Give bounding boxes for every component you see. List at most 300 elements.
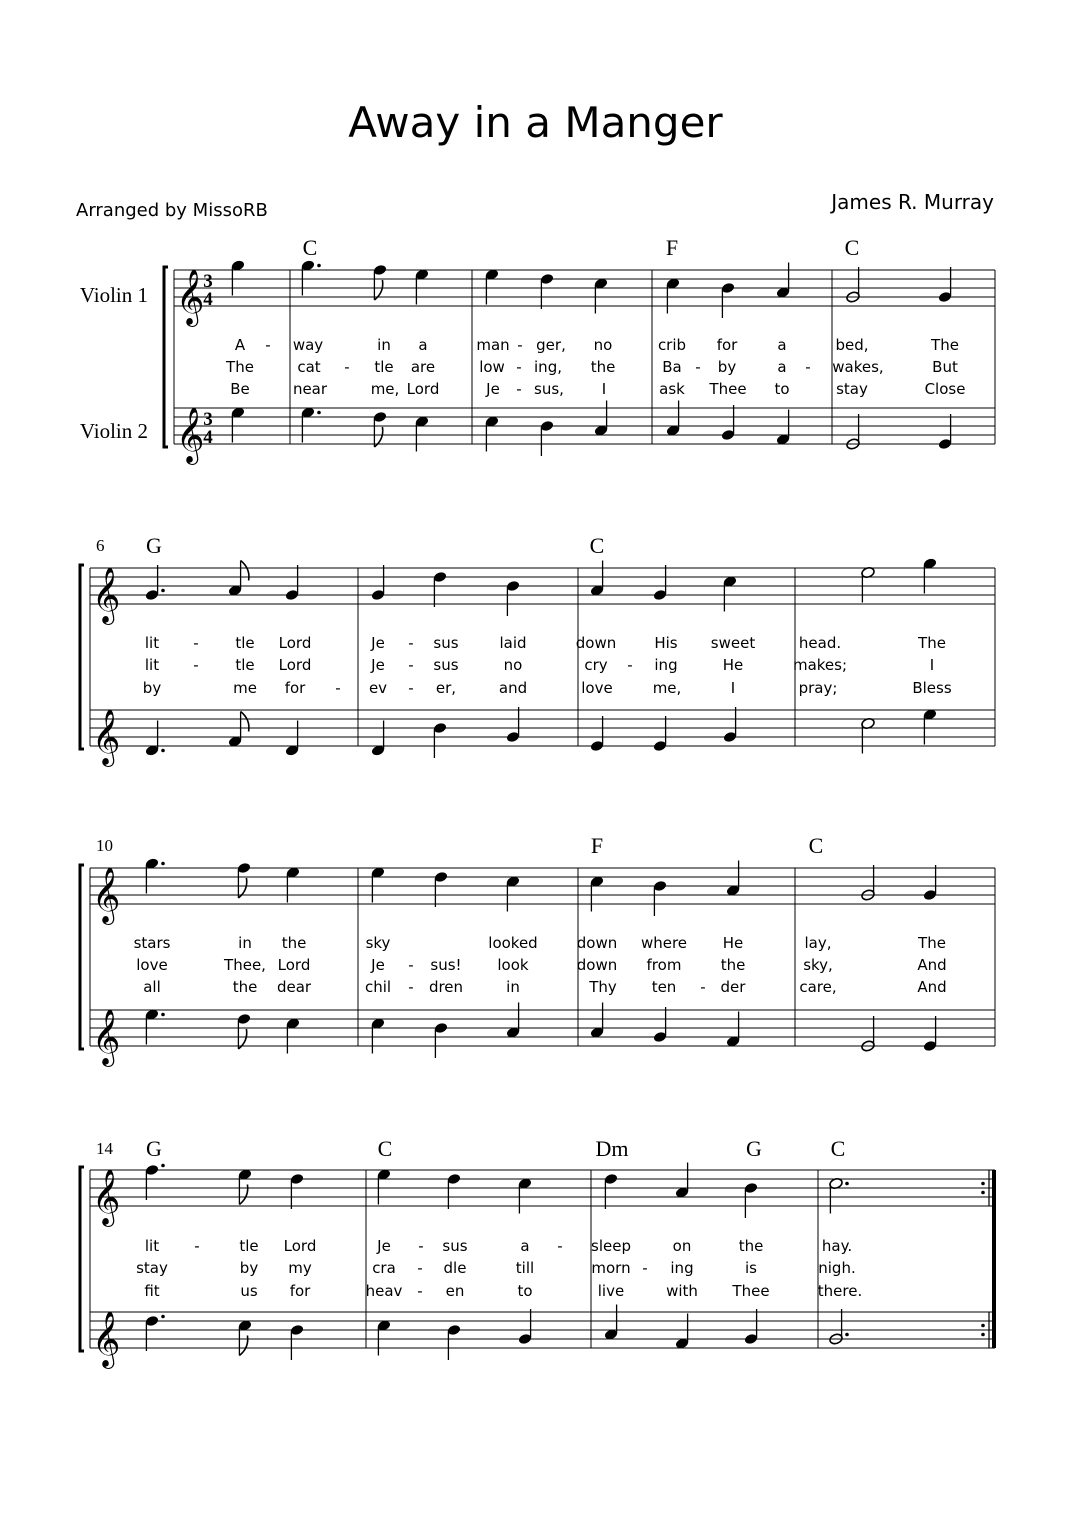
lyric-syllable: dle xyxy=(443,1259,467,1277)
lyric-syllable: love xyxy=(136,956,168,974)
lyric-syllable: - xyxy=(642,1259,648,1277)
measure-number: 10 xyxy=(96,836,113,855)
note xyxy=(675,1314,690,1350)
note xyxy=(371,866,386,902)
lyric-syllable: - xyxy=(627,656,633,674)
lyric-syllable: sus xyxy=(433,634,459,652)
note xyxy=(238,1319,253,1355)
note xyxy=(861,566,876,602)
note xyxy=(666,401,681,437)
lyric-syllable: is xyxy=(745,1259,757,1277)
lyric-syllable: all xyxy=(143,978,161,996)
repeat-dot xyxy=(981,1182,985,1186)
note xyxy=(145,857,165,893)
lyric-syllable: sus xyxy=(433,656,459,674)
staff-violin1 xyxy=(174,270,995,306)
note xyxy=(301,259,321,295)
lyric-syllable: for xyxy=(716,336,738,354)
measure-number: 6 xyxy=(96,536,105,555)
lyric-syllable: The xyxy=(918,934,946,952)
lyric-syllable: hay. xyxy=(821,1237,853,1255)
treble-clef-icon: 𝄞 xyxy=(92,569,121,622)
note xyxy=(485,415,500,451)
lyric-syllable: - xyxy=(408,978,414,996)
treble-clef-icon: 𝄞 xyxy=(92,1171,121,1224)
lyric-syllable: Lord xyxy=(283,1237,317,1255)
lyric-syllable: - xyxy=(417,1282,423,1300)
lyric-syllable: a xyxy=(777,336,787,354)
lyric-syllable: Je xyxy=(486,380,500,398)
note xyxy=(145,1315,165,1351)
note xyxy=(447,1324,462,1360)
note xyxy=(145,721,165,757)
lyric-syllable: me xyxy=(233,679,257,697)
lyric-syllable: for xyxy=(284,679,306,697)
note xyxy=(301,406,321,442)
lyric-syllable: are xyxy=(410,358,436,376)
system-bracket xyxy=(164,267,168,447)
lyric-syllable: - xyxy=(408,956,414,974)
lyric-syllable: no xyxy=(503,656,523,674)
treble-clef-icon: 𝄞 xyxy=(92,711,121,764)
lyric-syllable: - xyxy=(194,1237,200,1255)
repeat-barline-thick xyxy=(992,1170,996,1206)
lyric-syllable: tle xyxy=(235,656,255,674)
note xyxy=(653,1007,668,1043)
page-title: Away in a Manger xyxy=(348,98,723,147)
chord-symbol: G xyxy=(146,1136,162,1161)
repeat-barline-thick xyxy=(992,1206,996,1312)
dot xyxy=(161,1315,165,1319)
note xyxy=(829,1309,849,1345)
lyric-syllable: der xyxy=(720,978,746,996)
lyric-syllable: down xyxy=(576,934,618,952)
note xyxy=(540,273,555,309)
lyric-syllable: us xyxy=(240,1282,258,1300)
note xyxy=(721,282,736,318)
lyric-syllable: Lord xyxy=(278,634,312,652)
lyric-syllable: - xyxy=(517,336,523,354)
note xyxy=(726,1012,741,1048)
lyric-syllable: Je xyxy=(371,634,385,652)
lyric-syllable: there. xyxy=(817,1282,863,1300)
lyric-syllable: tle xyxy=(235,634,255,652)
dot xyxy=(317,264,321,268)
lyric-syllable: sky, xyxy=(803,956,833,974)
note xyxy=(861,865,876,901)
lyric-syllable: to xyxy=(774,380,790,398)
note xyxy=(290,1324,305,1360)
composer-credit: James R. Murray xyxy=(831,190,994,214)
lyric-syllable: tle xyxy=(239,1237,259,1255)
note xyxy=(846,414,861,450)
lyric-syllable: A xyxy=(234,336,246,354)
lyric-syllable: the xyxy=(232,978,258,996)
lyric-syllable: ing, xyxy=(534,358,562,376)
lyric-syllable: Lord xyxy=(277,956,311,974)
lyric-syllable: Je xyxy=(377,1237,391,1255)
lyric-syllable: Close xyxy=(924,380,966,398)
note xyxy=(590,561,605,597)
note xyxy=(485,268,500,304)
note xyxy=(434,1022,449,1058)
chord-symbol: F xyxy=(590,833,604,858)
lyric-syllable: His xyxy=(654,634,678,652)
note xyxy=(377,1319,392,1355)
lyric-syllable: care, xyxy=(799,978,837,996)
note xyxy=(434,871,449,907)
lyric-syllable: my xyxy=(288,1259,312,1277)
note xyxy=(744,1182,759,1218)
lyric-syllable: ger, xyxy=(536,336,566,354)
lyric-syllable: lit xyxy=(144,1237,160,1255)
lyric-syllable: and xyxy=(498,679,528,697)
note xyxy=(415,268,430,304)
lyric-syllable: the xyxy=(720,956,746,974)
note xyxy=(518,1309,533,1345)
staff-violin2 xyxy=(90,1010,995,1046)
lyric-syllable: look xyxy=(497,956,529,974)
chord-symbol: G xyxy=(746,1136,762,1161)
note xyxy=(145,1008,165,1044)
note xyxy=(447,1173,462,1209)
repeat-dot xyxy=(981,1333,985,1337)
note xyxy=(590,875,605,911)
lyric-syllable: - xyxy=(700,978,706,996)
dot xyxy=(317,411,321,415)
lyric-syllable: nigh. xyxy=(818,1259,856,1277)
lyric-syllable: the xyxy=(738,1237,764,1255)
note xyxy=(371,565,386,601)
note xyxy=(238,1168,253,1204)
lyric-syllable: sus xyxy=(442,1237,468,1255)
lyric-syllable: me, xyxy=(652,679,682,697)
lyric-syllable: morn xyxy=(591,1259,631,1277)
lyric-syllable: fit xyxy=(144,1282,160,1300)
lyric-syllable: pray; xyxy=(798,679,838,697)
treble-clef-icon: 𝄞 xyxy=(92,869,121,922)
note xyxy=(723,707,738,743)
note xyxy=(377,1168,392,1204)
note xyxy=(506,707,521,743)
dot xyxy=(161,862,165,866)
treble-clef-icon: 𝄞 xyxy=(176,271,205,324)
staff-violin1 xyxy=(90,568,995,604)
lyric-syllable: where xyxy=(640,934,688,952)
lyric-syllable: to xyxy=(517,1282,533,1300)
chord-symbol: Dm xyxy=(595,1136,629,1161)
lyric-syllable: till xyxy=(515,1259,535,1277)
lyric-syllable: - xyxy=(516,358,522,376)
lyric-syllable: sus! xyxy=(430,956,462,974)
note xyxy=(506,875,521,911)
note xyxy=(228,561,249,597)
lyric-syllable: ask xyxy=(659,380,685,398)
note xyxy=(938,267,953,303)
chord-symbol: C xyxy=(808,833,824,858)
note xyxy=(590,716,605,752)
lyric-syllable: heav xyxy=(365,1282,403,1300)
lyric-syllable: He xyxy=(722,934,744,952)
note xyxy=(861,717,876,753)
lyric-syllable: dren xyxy=(428,978,464,996)
note xyxy=(604,1173,619,1209)
chord-symbol: C xyxy=(844,235,860,260)
lyric-syllable: - xyxy=(408,634,414,652)
note xyxy=(744,1309,759,1345)
lyric-syllable: Thee xyxy=(732,1282,770,1300)
repeat-dot xyxy=(981,1324,985,1328)
note xyxy=(285,565,300,601)
lyric-syllable: sky xyxy=(365,934,391,952)
lyric-syllable: in xyxy=(238,934,252,952)
lyric-syllable: the xyxy=(590,358,616,376)
lyric-syllable: wakes, xyxy=(832,358,884,376)
lyric-syllable: laid xyxy=(499,634,527,652)
lyric-syllable: Lord xyxy=(278,656,312,674)
lyric-syllable: - xyxy=(193,656,199,674)
lyric-syllable: on xyxy=(672,1237,692,1255)
lyric-syllable: head. xyxy=(798,634,842,652)
system-bracket xyxy=(80,565,84,749)
lyric-syllable: The xyxy=(226,358,254,376)
lyric-syllable: looked xyxy=(488,934,538,952)
lyric-syllable: by xyxy=(239,1259,259,1277)
lyric-syllable: live xyxy=(597,1282,625,1300)
treble-clef-icon: 𝄞 xyxy=(92,1011,121,1064)
note xyxy=(923,865,938,901)
note xyxy=(433,722,448,758)
lyric-syllable: sus, xyxy=(534,380,564,398)
lyric-syllable: en xyxy=(445,1282,465,1300)
lyric-syllable: - xyxy=(516,380,522,398)
dot xyxy=(161,1164,165,1168)
note xyxy=(506,1003,521,1039)
note xyxy=(923,557,938,593)
lyric-syllable: me, xyxy=(370,380,400,398)
note xyxy=(861,1016,876,1052)
arranger-credit: Arranged by MissoRB xyxy=(76,200,268,221)
note xyxy=(415,415,430,451)
note xyxy=(231,259,246,295)
lyric-syllable: - xyxy=(335,679,341,697)
note xyxy=(653,565,668,601)
lyric-syllable: cra xyxy=(372,1259,396,1277)
lyric-syllable: - xyxy=(418,1237,424,1255)
lyric-syllable: bed, xyxy=(835,336,869,354)
dot xyxy=(161,749,165,753)
note xyxy=(776,263,791,299)
note xyxy=(594,277,609,313)
lyric-syllable: - xyxy=(344,358,350,376)
note xyxy=(371,1017,386,1053)
lyric-syllable: no xyxy=(593,336,613,354)
lyric-syllable: a xyxy=(777,358,787,376)
lyric-syllable: lay, xyxy=(804,934,832,952)
lyric-syllable: way xyxy=(292,336,324,354)
lyric-syllable: - xyxy=(265,336,271,354)
dot xyxy=(845,1333,849,1337)
lyric-syllable: makes; xyxy=(792,656,848,674)
lyric-syllable: - xyxy=(417,1259,423,1277)
repeat-barline-thick xyxy=(992,1312,996,1348)
lyric-syllable: ten xyxy=(651,978,677,996)
instrument-label-violin2: Violin 2 xyxy=(79,419,148,443)
note xyxy=(237,862,252,898)
lyric-syllable: He xyxy=(722,656,744,674)
lyric-syllable: down xyxy=(576,956,618,974)
lyric-syllable: stars xyxy=(133,934,171,952)
note xyxy=(433,571,448,607)
lyric-syllable: near xyxy=(292,380,328,398)
lyric-syllable: a xyxy=(520,1237,530,1255)
note xyxy=(518,1177,533,1213)
lyric-syllable: low xyxy=(479,358,505,376)
time-signature-denominator: 4 xyxy=(203,427,213,448)
lyric-syllable: in xyxy=(377,336,391,354)
repeat-dot xyxy=(981,1191,985,1195)
staff-violin1 xyxy=(90,868,995,904)
lyric-syllable: - xyxy=(557,1237,563,1255)
note xyxy=(653,716,668,752)
lyric-syllable: I xyxy=(929,656,935,674)
lyric-syllable: Thy xyxy=(589,978,617,996)
chord-symbol: F xyxy=(665,235,679,260)
staff-violin2 xyxy=(90,710,995,746)
lyric-syllable: cry xyxy=(584,656,608,674)
treble-clef-icon: 𝄞 xyxy=(92,1313,121,1366)
system-bracket xyxy=(80,865,84,1049)
lyric-syllable: sweet xyxy=(710,634,756,652)
lyric-syllable: crib xyxy=(657,336,687,354)
note xyxy=(675,1163,690,1199)
lyric-syllable: a xyxy=(418,336,428,354)
treble-clef-icon: 𝄞 xyxy=(176,409,205,462)
note xyxy=(237,1013,252,1049)
note xyxy=(540,420,555,456)
lyric-syllable: I xyxy=(601,380,607,398)
note xyxy=(594,401,609,437)
lyric-syllable: for xyxy=(289,1282,311,1300)
staff-violin2 xyxy=(174,408,995,444)
note xyxy=(286,866,301,902)
chord-symbol: C xyxy=(302,235,318,260)
lyric-syllable: - xyxy=(695,358,701,376)
lyric-syllable: Thee, xyxy=(224,956,266,974)
lyric-syllable: - xyxy=(408,656,414,674)
lyric-syllable: love xyxy=(581,679,613,697)
note xyxy=(829,1177,849,1213)
note xyxy=(371,721,386,757)
lyric-syllable: lit xyxy=(144,634,160,652)
dot xyxy=(845,1182,849,1186)
instrument-label-violin1: Violin 1 xyxy=(79,283,148,307)
lyric-syllable: cat xyxy=(297,358,321,376)
staff-violin1 xyxy=(90,1170,995,1206)
lyric-syllable: chil xyxy=(364,978,392,996)
lyric-syllable: Be xyxy=(230,380,250,398)
note xyxy=(721,405,736,441)
lyric-syllable: Ba xyxy=(662,358,682,376)
lyric-syllable: ev xyxy=(368,679,388,697)
note xyxy=(923,1016,938,1052)
lyric-syllable: Je xyxy=(371,656,385,674)
time-signature-denominator: 4 xyxy=(203,289,213,310)
lyric-syllable: I xyxy=(730,679,736,697)
note xyxy=(228,712,249,748)
note xyxy=(653,880,668,916)
chord-symbol: C xyxy=(377,1136,393,1161)
note xyxy=(145,565,165,601)
lyric-syllable: And xyxy=(917,956,947,974)
lyric-syllable: sleep xyxy=(591,1237,631,1255)
note xyxy=(604,1305,619,1341)
note xyxy=(666,277,681,313)
note xyxy=(776,410,791,446)
lyric-syllable: Thee xyxy=(709,380,747,398)
lyric-syllable: from xyxy=(646,956,682,974)
note xyxy=(231,406,246,442)
time-signature-numerator: 3 xyxy=(203,409,213,430)
lyric-syllable: Je xyxy=(371,956,385,974)
note xyxy=(506,580,521,616)
lyric-syllable: - xyxy=(193,634,199,652)
staff-violin2 xyxy=(90,1312,995,1348)
lyric-syllable: tle xyxy=(374,358,394,376)
note xyxy=(723,575,738,611)
dot xyxy=(161,1013,165,1017)
lyric-syllable: ing xyxy=(654,656,678,674)
lyric-syllable: Bless xyxy=(912,679,952,697)
note xyxy=(285,721,300,757)
note xyxy=(726,861,741,897)
lyric-syllable: But xyxy=(932,358,958,376)
lyric-syllable: down xyxy=(575,634,617,652)
note xyxy=(938,414,953,450)
measure-number: 14 xyxy=(96,1139,113,1158)
lyric-syllable: er, xyxy=(435,679,457,697)
lyric-syllable: - xyxy=(805,358,811,376)
lyric-syllable: in xyxy=(506,978,520,996)
lyric-syllable: with xyxy=(666,1282,698,1300)
dot xyxy=(161,589,165,593)
lyric-syllable: stay xyxy=(136,1259,168,1277)
chord-symbol: C xyxy=(830,1136,846,1161)
lyric-syllable: lit xyxy=(144,656,160,674)
chord-symbol: G xyxy=(146,533,162,558)
chord-symbol: C xyxy=(589,533,605,558)
lyric-syllable: And xyxy=(917,978,947,996)
lyric-syllable: man xyxy=(476,336,510,354)
note xyxy=(290,1173,305,1209)
lyric-syllable: - xyxy=(408,679,414,697)
lyric-syllable: by xyxy=(142,679,162,697)
lyric-syllable: The xyxy=(918,634,946,652)
lyric-syllable: stay xyxy=(836,380,868,398)
system-bracket xyxy=(80,1167,84,1351)
lyric-syllable: Lord xyxy=(406,380,440,398)
lyric-syllable: dear xyxy=(276,978,312,996)
note xyxy=(373,411,388,447)
note xyxy=(373,264,388,300)
lyric-syllable: the xyxy=(281,934,307,952)
note xyxy=(923,708,938,744)
note xyxy=(846,267,861,303)
note xyxy=(590,1003,605,1039)
lyric-syllable: by xyxy=(717,358,737,376)
time-signature-numerator: 3 xyxy=(203,271,213,292)
lyric-syllable: ing xyxy=(670,1259,694,1277)
